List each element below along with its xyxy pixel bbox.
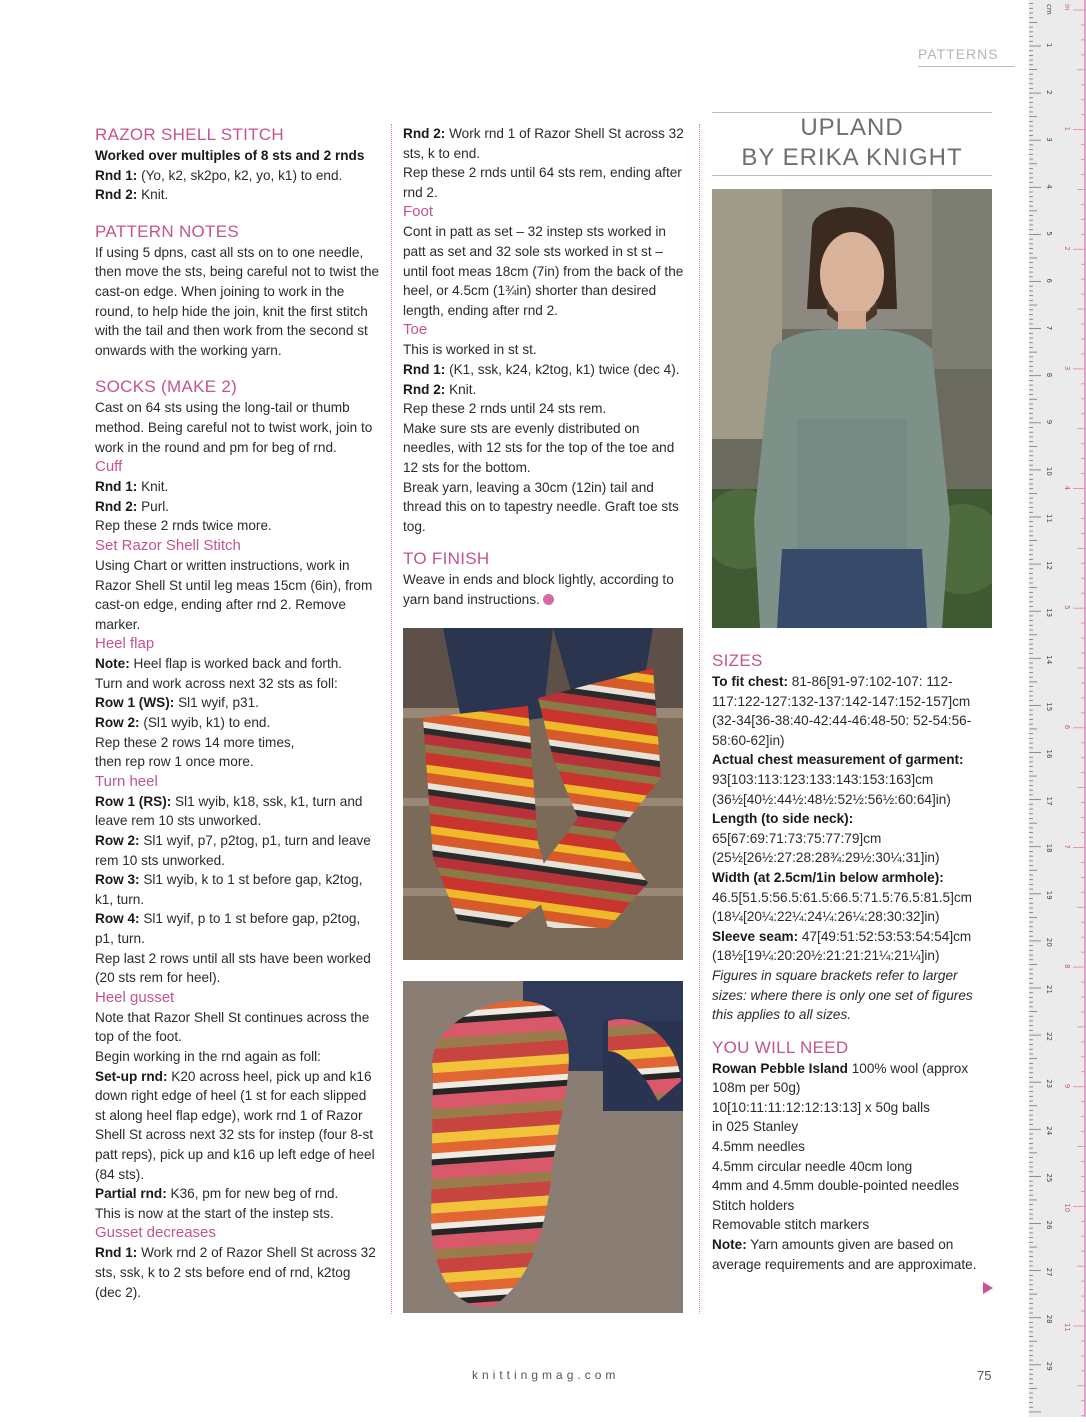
turn-heel-heading: Turn heel: [95, 772, 158, 790]
ruler-cm-label: 5: [1045, 231, 1053, 236]
toe-text: This is worked in st st.: [403, 342, 537, 358]
column-divider: [699, 124, 700, 1314]
ruler-cm-unit: cm: [1045, 4, 1053, 15]
cuff-rnd2: Rnd 2: Purl.: [95, 498, 170, 514]
you-will-need-heading: YOU WILL NEED: [712, 1037, 849, 1057]
ruler-cm-label: 3: [1045, 137, 1053, 142]
ruler-cm-label: 29: [1045, 1361, 1053, 1371]
turn-heel-row4: Row 4: Sl1 wyif, p to 1 st before gap, p2tog, p1, turn.: [95, 911, 361, 946]
toe-heading: Toe: [403, 321, 428, 339]
ruler-cm-label: 12: [1045, 561, 1053, 571]
ruler-cm-label: 4: [1045, 184, 1053, 189]
ruler-cm-label: 20: [1045, 937, 1053, 947]
heel-gusset-partial: Partial rnd: K36, pm for new beg of rnd.: [95, 1186, 339, 1202]
ruler-in-unit: in: [1063, 4, 1071, 11]
pattern-notes-heading: PATTERN NOTES: [95, 221, 240, 241]
gusset-dec-repeat: Rep these 2 rnds until 64 sts rem, ending after rnd 2.: [403, 165, 682, 200]
toe-distribute: Make sure sts are evenly distributed on needles, with 12 sts for the top of the toe and 12 sts for the bottom.: [403, 420, 675, 475]
heel-flap-row1: Row 1 (WS): Sl1 wyif, p31.: [95, 695, 259, 711]
shade-line: in 025 Stanley: [712, 1119, 799, 1135]
ruler-cm-label: 27: [1045, 1267, 1053, 1277]
ruler-in-label: 3: [1063, 365, 1071, 371]
ruler-cm-label: 7: [1045, 325, 1053, 331]
ruler-cm-label: 14: [1045, 655, 1053, 665]
pattern-title-line2: BY ERIKA KNIGHT: [741, 144, 963, 171]
column-right: [712, 650, 992, 1274]
ruler-cm-label: 19: [1045, 890, 1053, 900]
ruler-in-label: 11: [1063, 1322, 1071, 1332]
turn-heel-row1: Row 1 (RS): Sl1 wyib, k18, ssk, k1, turn and leave rem 10 sts unworked.: [95, 793, 363, 829]
toe-repeat: Rep these 2 rnds until 24 sts rem.: [403, 401, 607, 417]
razor-rnd1: Rnd 1: (Yo, k2, sk2po, k2, yo, k1) to end.: [95, 167, 343, 183]
heel-flap-note: Note: Heel flap is worked back and forth.: [95, 656, 343, 672]
razor-shell-heading: RAZOR SHELL STITCH: [95, 125, 284, 144]
heel-gusset-heading: Heel gusset: [95, 988, 175, 1006]
ruler-graphic: [1029, 0, 1086, 1417]
socks-photo-side: [403, 628, 683, 960]
section-label: PATTERNS: [918, 46, 1015, 67]
yarn-note: Note: Yarn amounts given are based on average requirements and are approximate.: [712, 1237, 977, 1272]
sizes-heading: SIZES: [712, 651, 763, 670]
cuff-rnd1: Rnd 1: Knit.: [95, 479, 169, 495]
ruler-cm-label: 18: [1045, 843, 1053, 853]
foot-heading: Foot: [403, 203, 434, 221]
turn-heel-row2: Row 2: Sl1 wyif, p7, p2tog, p1, turn and leave rem 10 sts unworked.: [95, 833, 371, 868]
ruler-cm-label: 13: [1045, 608, 1053, 618]
toe-rnd1: Rnd 1: (K1, ssk, k24, k2tog, k1) twice (dec 4).: [403, 361, 680, 377]
ruler-cm-label: 6: [1045, 278, 1053, 283]
ruler-in-label: 5: [1063, 605, 1071, 610]
sizes-chest: To fit chest: 81-86[91-97:102-107: 112-117:122-127:132-137:142-147:152-157]cm (32-34[36-38:40-42:44-46:48-50: 52-54:56-58:60-62]in): [712, 674, 972, 748]
heel-gusset-setup: Set-up rnd: K20 across heel, pick up and k16 down right edge of heel (1 st for each slipped st along heel flap edge), work rnd 1 of Razor Shell St across next 32 sts for instep (four 8-st patt reps), pick up and k16 up left edge of heel (84 sts).: [95, 1068, 375, 1182]
razor-rnd2: Rnd 2: Knit.: [95, 187, 169, 203]
ruler-cm-label: 28: [1045, 1314, 1053, 1324]
turn-heel-repeat: Rep last 2 rows until all sts have been worked (20 sts rem for heel).: [95, 950, 371, 986]
to-finish-text: Weave in ends and block lightly, according to yarn band instructions.: [403, 572, 674, 607]
ruler-cm-label: 8: [1045, 372, 1053, 378]
heel-flap-turn: Turn and work across next 32 sts as foll:: [95, 675, 338, 691]
ruler-cm-label: 21: [1045, 985, 1053, 994]
set-razor-text: Using Chart or written instructions, work in Razor Shell St until leg meas 15cm (6in), from cast-on edge, ending after rnd 2. Remove marker.: [95, 557, 373, 632]
footer-site: knittingmag.com: [472, 1368, 620, 1382]
sizes-note: Figures in square brackets refer to larger sizes: where there is only one set of figures this applies to all sizes.: [712, 967, 973, 1023]
turn-heel-row3: Row 3: Sl1 wyib, k to 1 st before gap, k2tog, k1, turn.: [95, 872, 363, 907]
ruler-in-label: 8: [1063, 964, 1071, 969]
ruler-cm-label: 9: [1045, 419, 1053, 425]
yarn-line: Rowan Pebble Island 100% wool (approx 108m per 50g): [712, 1060, 969, 1096]
needles-line1: 4.5mm needles: [712, 1139, 805, 1155]
heel-flap-heading: Heel flap: [95, 635, 155, 653]
socks-text: Cast on 64 sts using the long-tail or thumb method. Being careful not to twist work, join to work in the round and pm for beg of rnd.: [95, 400, 373, 455]
ruler-cm-label: 17: [1045, 796, 1053, 806]
ruler-in-label: 2: [1063, 246, 1071, 251]
heel-gusset-text2: Begin working in the rnd again as foll:: [95, 1048, 321, 1064]
ruler-cm-label: 11: [1045, 514, 1053, 523]
ruler-cm-label: 1: [1045, 43, 1053, 48]
to-finish-heading: TO FINISH: [403, 549, 490, 569]
sizes-width: Width (at 2.5cm/1in below armhole): 46.5[51.5:56.5:61.5:66.5:71.5:76.5:81.5]cm (18¼[20¼:22¼:24¼:26¼:28:30:32]in): [712, 869, 972, 925]
pattern-notes-text: If using 5 dpns, cast all sts on to one needle, then move the sts, being careful not to twist the cast-on edge. When joining to work in the round, to help hide the join, knit the first stitch with the tail and then work from the second st onwards with the working yarn.: [95, 244, 380, 358]
toe-rnd2: Rnd 2: Knit.: [403, 381, 477, 397]
ruler-cm-label: 10: [1045, 466, 1053, 476]
ruler-cm-label: 22: [1045, 1032, 1053, 1042]
side-ruler: [1029, 0, 1086, 1417]
toe-break: Break yarn, leaving a 30cm (12in) tail and thread this on to tapestry needle. Graft toe sts tog.: [403, 479, 679, 534]
heel-gusset-text1: Note that Razor Shell St continues across the top of the foot.: [95, 1009, 370, 1045]
column-divider: [391, 124, 392, 1314]
ruler-cm-label: 24: [1045, 1126, 1053, 1136]
ruler-in-label: 10: [1063, 1203, 1071, 1213]
pattern-title: [712, 112, 992, 176]
column-left: [95, 124, 380, 1302]
needles-line2: 4.5mm circular needle 40cm long: [712, 1158, 913, 1174]
foot-text: Cont in patt as set – 32 instep sts worked in patt as set and 32 sole sts worked in st st – until foot meas 18cm (7in) from the back of the heel, or 4.5cm (1¾in) shorter than desired length, ending after rnd 2.: [403, 224, 684, 318]
sizes-length: Length (to side neck): 65[67:69:71:73:75:77:79]cm (25½[26½:27:28:28¾:29½:30¼:31]in): [712, 811, 940, 866]
ruler-cm-label: 26: [1045, 1220, 1053, 1230]
gusset-dec-rnd1: Rnd 1: Work rnd 2 of Razor Shell St across 32 sts, ssk, k to 2 sts before end of rnd, k2tog (dec 2).: [95, 1245, 376, 1300]
model-photo: [712, 189, 992, 628]
heel-flap-rep2: then rep row 1 once more.: [95, 754, 254, 770]
continue-arrow-icon[interactable]: [983, 1282, 993, 1294]
ruler-cm-label: 25: [1045, 1173, 1053, 1183]
set-razor-heading: Set Razor Shell Stitch: [95, 536, 241, 554]
gusset-decreases-heading: Gusset decreases: [95, 1224, 216, 1242]
markers-line: Removable stitch markers: [712, 1217, 870, 1233]
socks-heading: SOCKS (MAKE 2): [95, 377, 238, 397]
heel-flap-rep1: Rep these 2 rows 14 more times,: [95, 734, 295, 750]
sizes-actual: Actual chest measurement of garment: 93[103:113:123:133:143:153:163]cm (36½[40½:44½:48½:52½:56½:60:64]in): [712, 752, 964, 807]
column-middle: [403, 124, 685, 609]
ruler-in-label: 9: [1063, 1083, 1071, 1089]
holders-line: Stitch holders: [712, 1197, 795, 1213]
cuff-repeat: Rep these 2 rnds twice more.: [95, 518, 272, 534]
cuff-heading: Cuff: [95, 458, 123, 476]
yarn-ball-icon: [543, 594, 554, 605]
ruler-cm-label: 2: [1045, 90, 1053, 95]
gusset-dec-rnd2: Rnd 2: Work rnd 1 of Razor Shell St across 32 sts, k to end.: [403, 126, 684, 161]
page-number: 75: [977, 1368, 992, 1383]
needles-line3: 4mm and 4.5mm double-pointed needles: [712, 1178, 960, 1194]
ruler-in-label: 6: [1063, 724, 1071, 730]
socks-photo-sole: [403, 981, 683, 1313]
pattern-title-line1: UPLAND: [800, 114, 904, 141]
ruler-in-label: 4: [1063, 485, 1071, 491]
ruler-in-label: 1: [1063, 126, 1071, 132]
heel-gusset-start: This is now at the start of the instep sts.: [95, 1205, 334, 1221]
balls-line: 10[10:11:11:12:12:13:13] x 50g balls: [712, 1099, 930, 1115]
ruler-in-label: 7: [1063, 844, 1071, 849]
ruler-cm-label: 15: [1045, 702, 1053, 712]
heel-flap-row2: Row 2: (Sl1 wyib, k1) to end.: [95, 715, 271, 731]
ruler-cm-label: 23: [1045, 1079, 1053, 1089]
razor-sub: Worked over multiples of 8 sts and 2 rnds: [95, 148, 365, 163]
ruler-cm-label: 16: [1045, 749, 1053, 759]
sizes-sleeve: Sleeve seam: 47[49:51:52:53:53:54:54]cm (18½[19¼:20:20½:21:21:21¼:21¼]in): [712, 928, 972, 964]
